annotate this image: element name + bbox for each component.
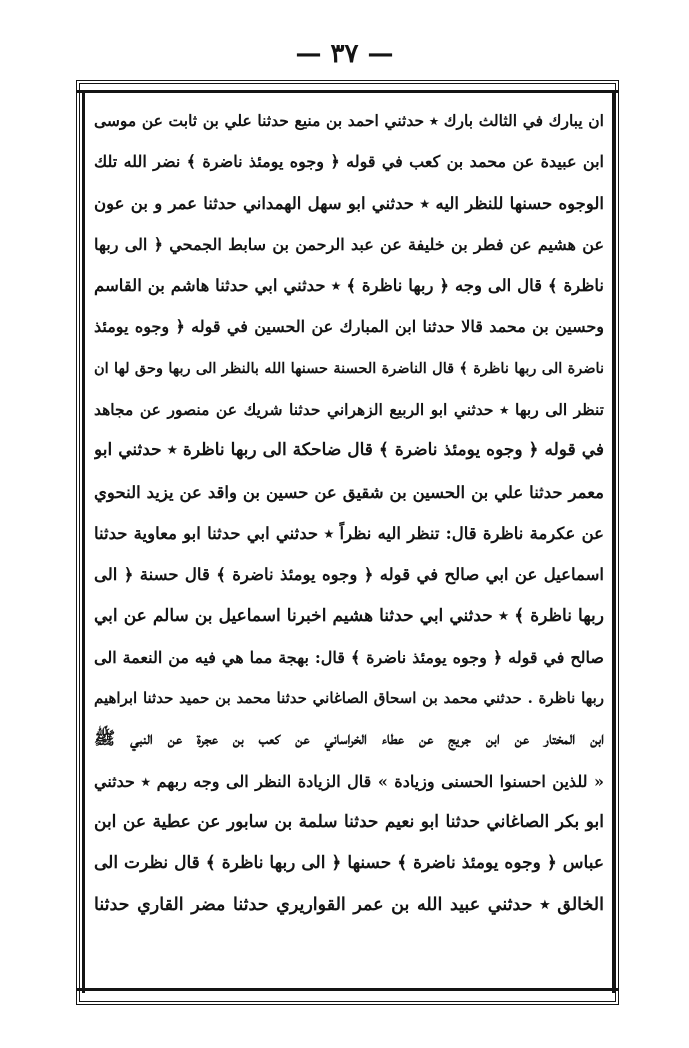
text-line: ناظرة ﴾ قال الى وجه ﴿ ربها ناظرة ﴾ ٭ حدثني ابي حدثنا هاشم بن القاسم bbox=[94, 276, 604, 296]
text-line: ناضرة الى ربها ناظرة ﴾ قال الناضرة الحسنة حسنها الله بالنظر الى ربها وحق لها ان bbox=[94, 359, 604, 377]
text-line: ابن عبيدة عن محمد بن كعب في قوله ﴿ وجوه يومئذ ناضرة ﴾ نضر الله تلك bbox=[94, 152, 604, 172]
text-line: ربها ناظرة ﴾ ٭ حدثني ابي حدثنا هشيم اخبرنا اسماعيل بن سالم عن ابي bbox=[94, 605, 604, 626]
text-line: الخالق ٭ حدثني عبيد الله بن عمر القواريري حدثنا مضر القاري حدثنا bbox=[94, 894, 604, 915]
page-number: — ٣٧ — bbox=[295, 39, 394, 69]
text-line: الوجوه حسنها للنظر اليه ٭ حدثني ابو سهل الهمداني حدثنا عمر و بن عون bbox=[94, 193, 604, 213]
text-line: عن عكرمة ناظرة قال: تنظر اليه نظراً ٭ حدثني ابي حدثنا ابو معاوية حدثنا bbox=[94, 523, 604, 543]
text-line: ربها ناظرة . حدثني محمد بن اسحاق الصاغاني حدثنا محمد بن حميد حدثنا ابراهيم bbox=[94, 689, 604, 708]
text-line: وحسين بن محمد قالا حدثنا ابن المبارك عن الحسين في قوله ﴿ وجوه يومئذ bbox=[94, 317, 604, 337]
text-line: « للذين احسنوا الحسنى وزيادة » قال الزيادة النظر الى وجه ربهم ٭ حدثني bbox=[94, 771, 604, 791]
text-line: معمر حدثنا علي بن الحسين بن شقيق عن حسين بن واقد عن يزيد النحوي bbox=[94, 482, 604, 502]
bottom-rule bbox=[76, 988, 619, 991]
text-line: ابو بكر الصاغاني حدثنا ابو نعيم حدثنا سلمة بن سابور عن عطية عن ابن bbox=[94, 812, 604, 833]
text-line: اسماعيل عن ابي صالح في قوله ﴿ وجوه يومئذ ناضرة ﴾ قال حسنة ﴿ الى bbox=[94, 565, 604, 585]
text-line: في قوله ﴿ وجوه يومئذ ناضرة ﴾ قال ضاحكة الى ربها ناظرة ٭ حدثني ابو bbox=[94, 440, 604, 461]
text-line: صالح في قوله ﴿ وجوه يومئذ ناضرة ﴾ قال: بهجة مما هي فيه من النعمة الى bbox=[94, 647, 604, 667]
body-text bbox=[94, 100, 604, 980]
top-rule bbox=[76, 90, 619, 93]
text-line: ابن المختار عن ابن جريج عن عطاء الخراساني عن كعب بن عجرة عن النبي ﷺ bbox=[94, 729, 604, 750]
text-line: عباس ﴿ وجوه يومئذ ناضرة ﴾ حسنها ﴿ الى ربها ناظرة ﴾ قال نظرت الى bbox=[94, 853, 604, 874]
text-line: تنظر الى ربها ٭ حدثني ابو الربيع الزهراني حدثنا شريك عن منصور عن مجاهد bbox=[94, 400, 604, 420]
text-line: ان يبارك في الثالث بارك ٭ حدثني احمد بن منيع حدثنا علي بن ثابت عن موسى bbox=[94, 111, 604, 130]
text-line: عن هشيم عن فطر بن خليفة عن عبد الرحمن بن سابط الجمحي ﴿ الى ربها bbox=[94, 234, 604, 254]
